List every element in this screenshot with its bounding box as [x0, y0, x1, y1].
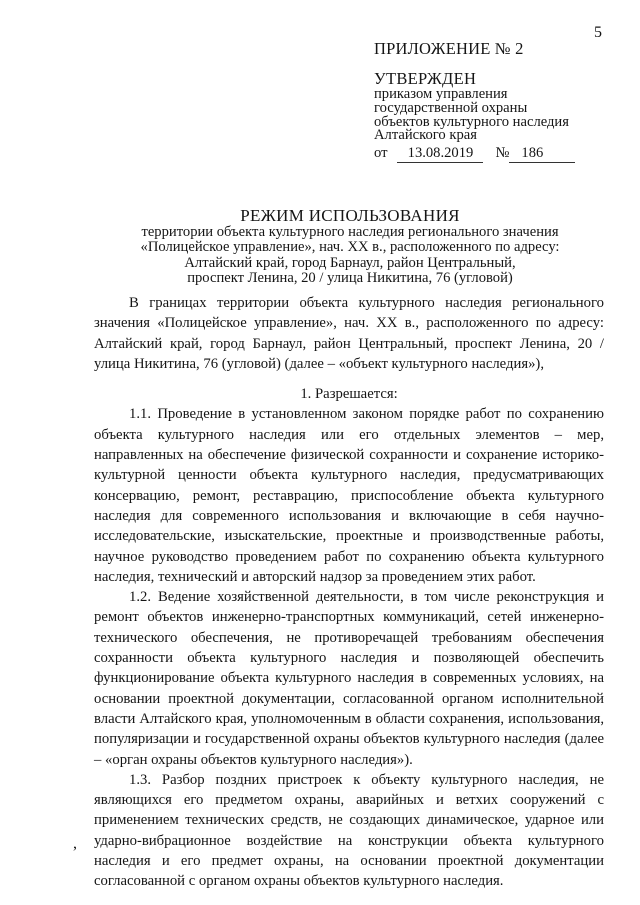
section-heading: 1. Разрешается:: [300, 386, 398, 403]
approval-line: приказом управления: [374, 86, 508, 102]
heading-line: «Полицейское управление», нач. XX в., расположенного по адресу:: [140, 239, 560, 256]
approval-stamp-block: [374, 40, 624, 163]
heading-line: Алтайский край, город Барнаул, район Центральный,: [184, 254, 516, 271]
document-heading: [100, 207, 600, 287]
page-number: 5: [594, 24, 602, 41]
number-sign: №: [495, 145, 510, 162]
intro-paragraph: В границах территории объекта культурного наследия регионального значения «Полицейское управление», нач. XX в., расположенного по адресу: Алтайский край, город Барнаул, район Центральный, проспект Ленина, 20 / улица Никитина, 76 (угловой) (далее – «объект культурного наследия»),: [94, 295, 604, 372]
date-prefix: от: [374, 145, 388, 162]
heading-line: территории объекта культурного наследия регионального значения: [141, 224, 559, 240]
appendix-label: ПРИЛОЖЕНИЕ № 2: [374, 39, 524, 58]
document-body: [94, 293, 604, 892]
heading-line: проспект Ленина, 20 / улица Никитина, 76 (угловой): [187, 270, 513, 287]
order-date: 13.08.2019: [397, 145, 483, 163]
approved-label: УТВЕРЖДЕН: [374, 69, 477, 88]
document-title: РЕЖИМ ИСПОЛЬЗОВАНИЯ: [240, 206, 460, 225]
approval-line: Алтайского края: [374, 127, 477, 144]
paragraph-1-3: 1.3. Разбор поздних пристроек к объекту культурного наследия, не являющихся его предметом охраны, аварийных и ветхих сооружений с применением технических средств, не создающих динамическое, ударное или ударно-вибрационное воздействие на конструкции объекта культурного наследия и его предмет охраны, на основании проектной документации согласованной с органом охраны объектов культурного наследия.: [94, 771, 604, 890]
paragraph-1-2: 1.2. Ведение хозяйственной деятельности, в том числе реконструкция и ремонт объектов инженерно-транспортных коммуникаций, сетей инженерно-технического обеспечения, не противоречащей требованиям обеспечения сохранности объекта культурного наследия и позволяющей обеспечить функционирование объекта культурного наследия в современных условиях, на основании проектной документации, согласованной органом исполнительной власти Алтайского края, уполномоченным в области сохранения, использования, популяризации и государственной охраны объектов культурного наследия (далее – «орган охраны объектов культурного наследия»).: [94, 589, 604, 768]
order-date-number-line: [374, 145, 624, 163]
approval-line: объектов культурного наследия: [374, 113, 569, 130]
margin-mark: ,: [73, 835, 77, 852]
paragraph-1-1: 1.1. Проведение в установленном законом порядке работ по сохранению объекта культурного наследия или его отдельных элементов – мер, направленных на обеспечение физической сохранности и сохранение историко-культурной ценности объекта культурного наследия, предусматривающих консервацию, ремонт, реставрацию, приспособление объекта культурного наследия для современного использования и включающие в себя научно-исследовательские, изыскательские, проектные и производственные работы, научное руководство проведением работ по сохранению объекта культурного наследия, технический и авторский надзор за проведением этих работ.: [94, 406, 604, 585]
order-number: 186: [509, 145, 575, 163]
approval-line: государственной охраны: [374, 99, 528, 116]
